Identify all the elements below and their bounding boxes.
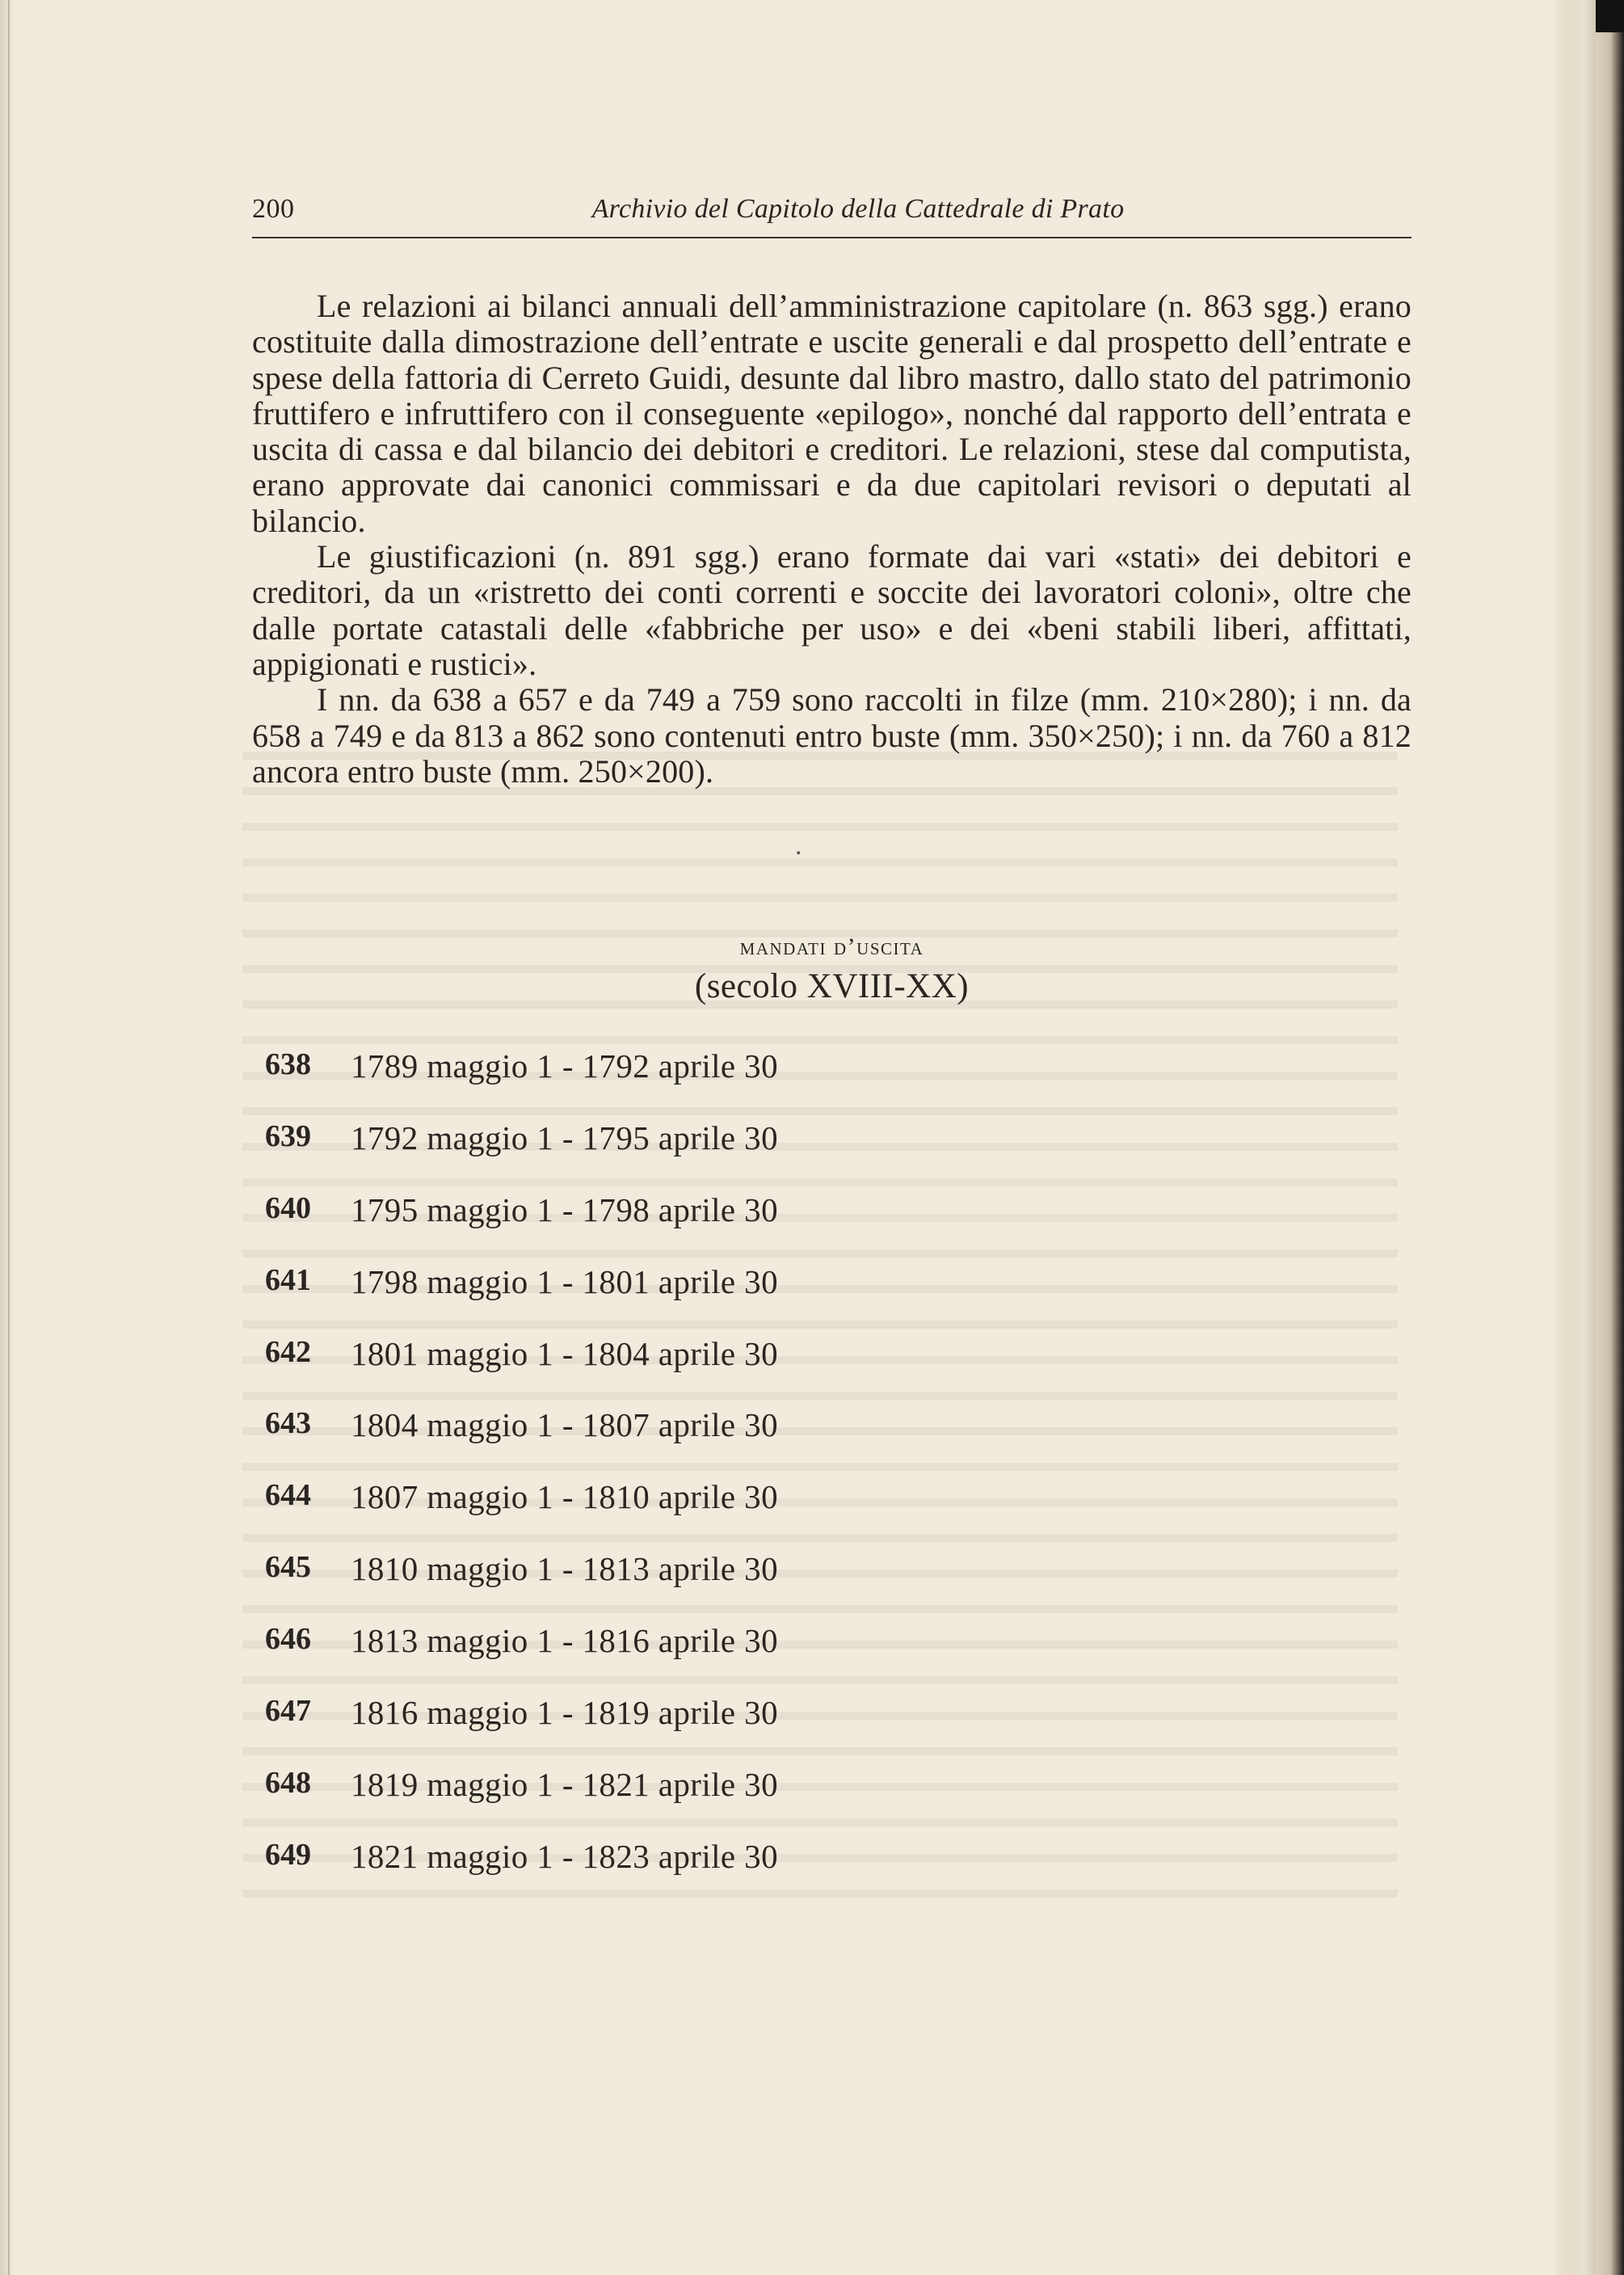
section-title: mandati d’uscita (739, 933, 924, 960)
list-item (252, 1405, 979, 1446)
list-item (252, 1693, 979, 1734)
item-date-range: 1810 maggio 1 - 1813 aprile 30 (351, 1550, 778, 1587)
page-edge-highlight (1571, 0, 1596, 2275)
paragraph: Le relazioni ai bilanci annuali dell’amministrazione capitolare (n. 863 sgg.) erano costituite dalla dimostrazione dell’entrate e uscite generali e dal prospetto dell’entrate e spese della fattoria di Cerreto Guidi, desunte dal libro mastro, dallo stato del patrimonio fruttifero e infruttifero con il conseguente «epilogo», nonché dal rapporto dell’entrata e uscita di cassa e dal bilancio dei debitori e creditori. Le relazioni, stese dal computista, erano approvate dai canonici commissari e da due capitolari revisori o deputati al bilancio. (252, 288, 1412, 539)
item-number: 643 (265, 1406, 311, 1440)
list-item (252, 1549, 979, 1590)
gutter-line (8, 0, 10, 2275)
item-date-range: 1813 maggio 1 - 1816 aprile 30 (351, 1622, 778, 1659)
running-header (252, 194, 1412, 234)
item-date-range: 1789 maggio 1 - 1792 aprile 30 (351, 1047, 778, 1085)
page-number: 200 (252, 194, 295, 224)
scan-background-corner (1596, 0, 1624, 32)
list-item (252, 1837, 979, 1877)
list-item (252, 1621, 979, 1662)
item-number: 638 (265, 1047, 311, 1081)
item-date-range: 1816 maggio 1 - 1819 aprile 30 (351, 1694, 778, 1731)
item-number: 642 (265, 1335, 311, 1369)
running-title: Archivio del Capitolo della Cattedrale di Prato (591, 194, 1125, 224)
item-number: 639 (265, 1119, 311, 1153)
item-number: 640 (265, 1191, 311, 1225)
item-number: 648 (265, 1766, 311, 1800)
list-item (252, 1765, 979, 1805)
item-date-range: 1819 maggio 1 - 1821 aprile 30 (351, 1766, 778, 1803)
item-date-range: 1795 maggio 1 - 1798 aprile 30 (351, 1191, 778, 1228)
item-number: 641 (265, 1263, 311, 1297)
list-item (252, 1047, 979, 1087)
item-date-range: 1804 maggio 1 - 1807 aprile 30 (351, 1406, 778, 1443)
body-text (252, 289, 1412, 790)
paragraph: Le giustificazioni (n. 891 sgg.) erano formate dai vari «stati» dei debitori e creditori, da un «ristretto dei conti correnti e soccite dei lavoratori coloni», oltre che dalle portate catastali delle «fabbriche per uso» e dei «beni stabili liberi, affittati, appigionati e rustici». (252, 538, 1412, 682)
item-date-range: 1807 maggio 1 - 1810 aprile 30 (351, 1478, 778, 1515)
list-item (252, 1477, 979, 1518)
paragraph: I nn. da 638 a 657 e da 749 a 759 sono raccolti in filze (mm. 210×280); i nn. da 658 a 749 e da 813 a 862 sono contenuti entro buste (mm. 350×250); i nn. da 760 a 812 ancora entro buste (mm. 250×200). (252, 681, 1412, 790)
list-item (252, 1119, 979, 1159)
item-number: 647 (265, 1694, 311, 1728)
item-date-range: 1801 maggio 1 - 1804 aprile 30 (351, 1335, 778, 1372)
item-number: 649 (265, 1838, 311, 1872)
item-number: 645 (265, 1550, 311, 1584)
section-separator: . (795, 831, 802, 861)
item-number: 646 (265, 1622, 311, 1656)
list-item (252, 1262, 979, 1303)
item-date-range: 1792 maggio 1 - 1795 aprile 30 (351, 1119, 778, 1156)
list-item (252, 1334, 979, 1375)
left-gutter (0, 0, 13, 2275)
item-date-range: 1821 maggio 1 - 1823 aprile 30 (351, 1838, 778, 1875)
item-number: 644 (265, 1478, 311, 1512)
list-item (252, 1190, 979, 1231)
section-subtitle: (secolo XVIII-XX) (694, 967, 970, 1005)
header-rule (252, 237, 1412, 238)
item-date-range: 1798 maggio 1 - 1801 aprile 30 (351, 1263, 778, 1300)
